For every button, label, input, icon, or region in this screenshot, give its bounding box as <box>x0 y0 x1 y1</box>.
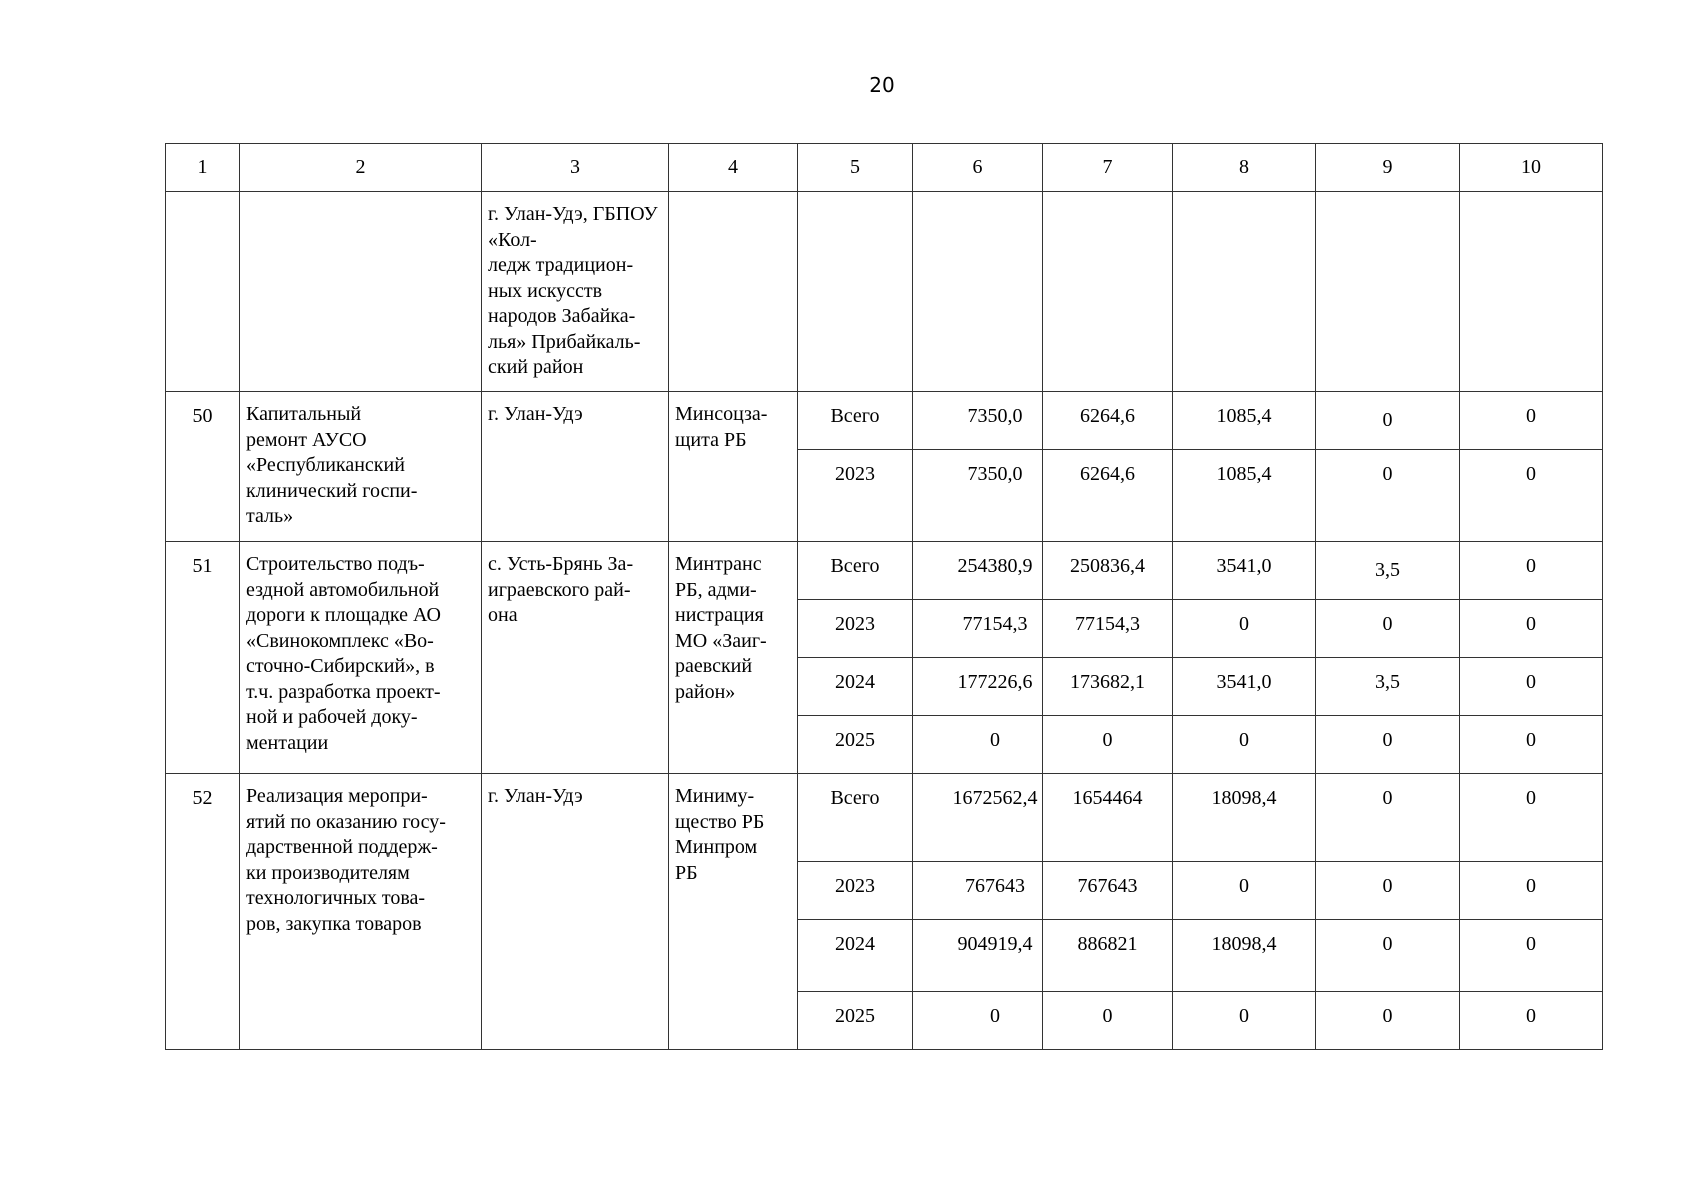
amount-value: 0 <box>1382 729 1393 751</box>
period-cell: Всего <box>798 392 913 450</box>
amount-value: 0 <box>1382 787 1393 809</box>
financing-table <box>165 143 1603 1050</box>
amount-total: 767643 <box>913 862 1043 920</box>
amount-col-7: 173682,1 <box>1043 658 1173 716</box>
amount-value: 0 <box>1382 933 1393 955</box>
amount-col-9 <box>1316 450 1460 542</box>
table-row <box>166 392 1603 450</box>
empty-cell <box>798 192 913 392</box>
empty-cell <box>913 192 1043 392</box>
amount-col-9 <box>1316 716 1460 774</box>
amount-value: 3,5 <box>1375 671 1400 693</box>
column-number: 8 <box>1173 144 1316 192</box>
amount-col-8: 0 <box>1173 600 1316 658</box>
project-location: г. Улан-Удэ <box>482 774 669 1050</box>
project-location: г. Улан-Удэ <box>482 392 669 542</box>
amount-col-10: 0 <box>1460 862 1603 920</box>
amount-col-8: 18098,4 <box>1173 920 1316 992</box>
project-name: Реализация меропри- ятий по оказанию госу- дарственной поддерж- ки производителям технологичных това- ров, закупка товаров <box>240 774 482 1050</box>
row-number: 51 <box>166 542 240 774</box>
column-number: 1 <box>166 144 240 192</box>
period-cell: 2023 <box>798 600 913 658</box>
amount-col-9 <box>1316 658 1460 716</box>
column-numbers-row <box>166 144 1603 192</box>
amount-col-7: 77154,3 <box>1043 600 1173 658</box>
column-number: 10 <box>1460 144 1603 192</box>
amount-value: 3,5 <box>1375 559 1400 581</box>
amount-col-8: 18098,4 <box>1173 774 1316 862</box>
amount-col-10: 0 <box>1460 658 1603 716</box>
empty-cell <box>1316 192 1460 392</box>
empty-cell <box>240 192 482 392</box>
amount-col-9 <box>1316 542 1460 600</box>
amount-col-8: 0 <box>1173 992 1316 1050</box>
column-number: 4 <box>669 144 798 192</box>
amount-col-7: 886821 <box>1043 920 1173 992</box>
amount-value: 0 <box>1382 1005 1393 1027</box>
amount-col-8: 0 <box>1173 716 1316 774</box>
responsible-body: Минсоцза- щита РБ <box>669 392 798 542</box>
amount-total: 7350,0 <box>913 450 1043 542</box>
column-number: 2 <box>240 144 482 192</box>
amount-col-8: 1085,4 <box>1173 450 1316 542</box>
amount-col-7: 250836,4 <box>1043 542 1173 600</box>
period-cell: 2023 <box>798 862 913 920</box>
period-cell: 2024 <box>798 658 913 716</box>
responsible-body: Минтранс РБ, адми- нистрация МО «Заиг- раевский район» <box>669 542 798 774</box>
amount-col-10: 0 <box>1460 774 1603 862</box>
amount-value: 0 <box>1382 409 1393 431</box>
amount-total: 77154,3 <box>913 600 1043 658</box>
period-cell: Всего <box>798 542 913 600</box>
amount-col-7: 1654464 <box>1043 774 1173 862</box>
table-body <box>166 144 1603 1050</box>
table-row <box>166 774 1603 862</box>
period-cell: 2025 <box>798 992 913 1050</box>
continuation-row <box>166 192 1603 392</box>
amount-col-9 <box>1316 862 1460 920</box>
table-row <box>166 542 1603 600</box>
amount-col-7: 0 <box>1043 716 1173 774</box>
page-number: 20 <box>869 73 895 97</box>
amount-col-8: 3541,0 <box>1173 542 1316 600</box>
amount-total: 0 <box>913 992 1043 1050</box>
amount-col-8: 1085,4 <box>1173 392 1316 450</box>
amount-total: 7350,0 <box>913 392 1043 450</box>
amount-col-9 <box>1316 920 1460 992</box>
amount-total: 1672562,4 <box>913 774 1043 862</box>
period-cell: 2025 <box>798 716 913 774</box>
project-name: Строительство подъ- ездной автомобильной дороги к площадке АО «Свинокомплекс «Во- сточно-Сибирский», в т.ч. разработка проект- ной и рабочей доку- ментации <box>240 542 482 774</box>
project-location: с. Усть-Брянь За- играевского рай- она <box>482 542 669 774</box>
period-cell: 2023 <box>798 450 913 542</box>
amount-col-7: 6264,6 <box>1043 450 1173 542</box>
amount-col-9 <box>1316 992 1460 1050</box>
amount-col-10: 0 <box>1460 392 1603 450</box>
project-name: Капитальный ремонт АУСО «Республиканский клинический госпи- таль» <box>240 392 482 542</box>
amount-col-10: 0 <box>1460 542 1603 600</box>
empty-cell <box>166 192 240 392</box>
row-number: 52 <box>166 774 240 1050</box>
amount-col-8: 0 <box>1173 862 1316 920</box>
empty-cell <box>1043 192 1173 392</box>
column-number: 7 <box>1043 144 1173 192</box>
amount-col-9 <box>1316 600 1460 658</box>
column-number: 9 <box>1316 144 1460 192</box>
empty-cell <box>1173 192 1316 392</box>
period-cell: 2024 <box>798 920 913 992</box>
column-number: 5 <box>798 144 913 192</box>
amount-col-10: 0 <box>1460 716 1603 774</box>
row-number: 50 <box>166 392 240 542</box>
amount-col-10: 0 <box>1460 450 1603 542</box>
amount-col-7: 6264,6 <box>1043 392 1173 450</box>
amount-value: 0 <box>1382 463 1393 485</box>
amount-value: 0 <box>1382 875 1393 897</box>
amount-total: 0 <box>913 716 1043 774</box>
amount-col-10: 0 <box>1460 992 1603 1050</box>
amount-col-7: 767643 <box>1043 862 1173 920</box>
amount-total: 904919,4 <box>913 920 1043 992</box>
responsible-body: Миниму- щество РБ Минпром РБ <box>669 774 798 1050</box>
amount-total: 254380,9 <box>913 542 1043 600</box>
amount-total: 177226,6 <box>913 658 1043 716</box>
amount-col-9 <box>1316 392 1460 450</box>
amount-col-7: 0 <box>1043 992 1173 1050</box>
location-cell: г. Улан-Удэ, ГБПОУ «Кол- ледж традицион- ных искусств народов Забайка- лья» Прибайкаль- ский район <box>482 192 669 392</box>
amount-col-9 <box>1316 774 1460 862</box>
amount-value: 0 <box>1382 613 1393 635</box>
amount-col-10: 0 <box>1460 600 1603 658</box>
empty-cell <box>1460 192 1603 392</box>
empty-cell <box>669 192 798 392</box>
period-cell: Всего <box>798 774 913 862</box>
amount-col-10: 0 <box>1460 920 1603 992</box>
amount-col-8: 3541,0 <box>1173 658 1316 716</box>
column-number: 3 <box>482 144 669 192</box>
column-number: 6 <box>913 144 1043 192</box>
